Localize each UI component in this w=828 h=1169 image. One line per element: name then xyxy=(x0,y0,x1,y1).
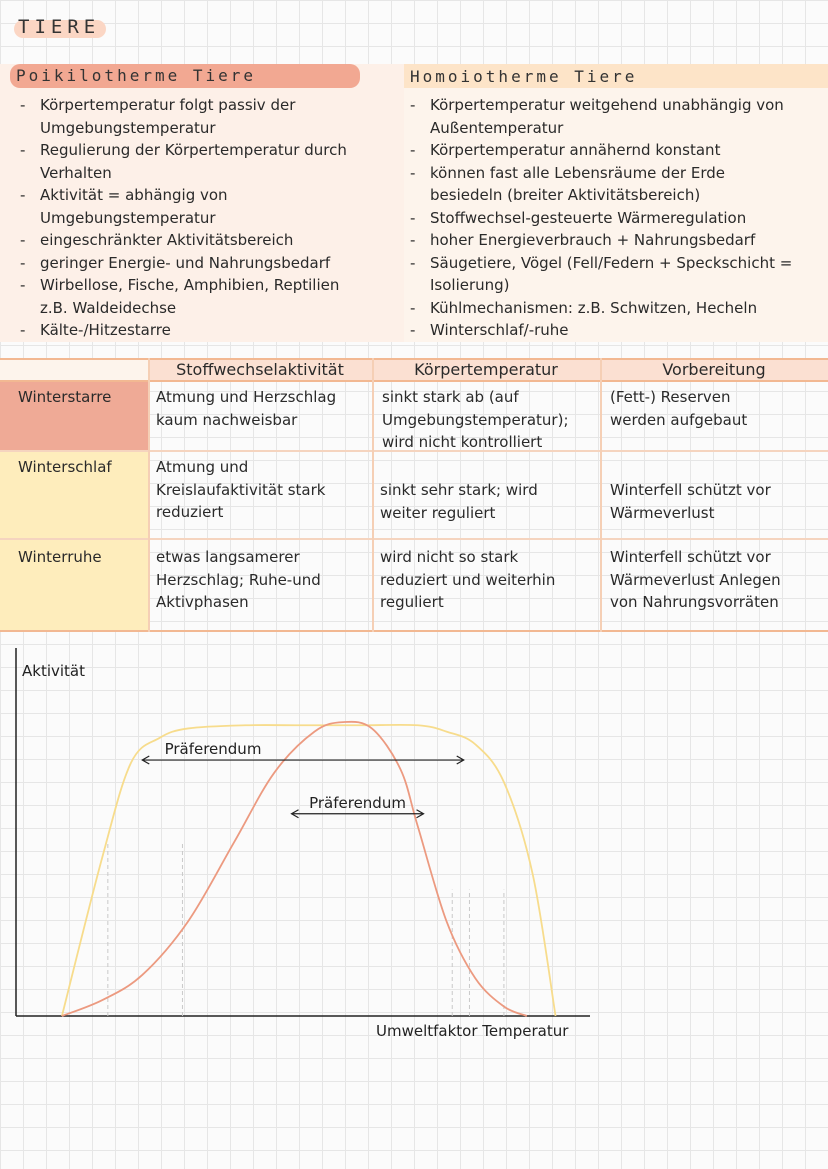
table-cell: (Fett-) Reserven werden aufgebaut xyxy=(610,388,748,429)
table-cell: sinkt stark ab (auf Umgebungstemperatur); wird nicht kontrolliert xyxy=(382,388,569,451)
series-line-poikilotherm xyxy=(62,722,527,1016)
page-title xyxy=(14,16,104,40)
x-axis-label: Umweltfaktor Temperatur xyxy=(376,1022,569,1040)
header-stoffwechsel: Stoffwechselaktivität xyxy=(176,360,344,379)
table-cell: Atmung und Herzschlag kaum nachweisbar xyxy=(156,388,337,429)
list-item: - eingeschränkter Aktivitätsbereich xyxy=(18,229,404,252)
series-line-homoiotherm xyxy=(62,725,556,1016)
table-cell: wird nicht so stark reduziert und weiterhin reguliert xyxy=(380,548,556,611)
list-item: - geringer Energie- und Nahrungsbedarf xyxy=(18,252,404,275)
preferendum-label: Präferendum xyxy=(164,740,262,759)
list-item: - Regulierung der Körpertemperatur durch Verhalten xyxy=(18,139,350,184)
y-axis-label: Aktivität xyxy=(22,662,85,680)
header-temperatur: Körpertemperatur xyxy=(414,360,558,379)
homoiotherm-panel xyxy=(404,64,828,342)
table-cell: sinkt sehr stark; wird weiter reguliert xyxy=(380,481,538,522)
list-item: - Aktivität = abhängig von Umgebungstemperatur xyxy=(18,184,270,229)
homoiotherm-list xyxy=(404,94,828,342)
header-vorbereitung: Vorbereitung xyxy=(662,360,766,379)
list-item: - Kühlmechanismen: z.B. Schwitzen, Hecheln xyxy=(408,297,828,320)
list-item: - Körpertemperatur weitgehend unabhängig von Außentemperatur xyxy=(408,94,800,139)
table-cell: etwas langsamerer Herzschlag; Ruhe-und Aktivphasen xyxy=(156,548,321,611)
homoiotherm-heading: Homoiotherme Tiere xyxy=(410,67,638,86)
row-label-winterschlaf: Winterschlaf xyxy=(18,458,112,476)
list-item: - hoher Energieverbrauch + Nahrungsbedarf xyxy=(408,229,828,252)
poikilotherm-heading: Poikilotherme Tiere xyxy=(16,66,257,85)
list-item: - Wirbellose, Fische, Amphibien, Reptilien z.B. Waldeidechse xyxy=(18,274,360,319)
hibernation-table xyxy=(0,358,828,632)
list-item: - Kälte-/Hitzestarre xyxy=(18,319,404,342)
page-title-text: TIERE xyxy=(18,16,101,38)
chart-svg xyxy=(0,640,828,1060)
row-label-winterruhe: Winterruhe xyxy=(18,548,102,566)
table-cell: Winterfell schützt vor Wärmeverlust Anlegen von Nahrungsvorräten xyxy=(610,548,781,611)
list-item: - Säugetiere, Vögel (Fell/Federn + Speckschicht = Isolierung) xyxy=(408,252,825,297)
poikilotherm-panel xyxy=(0,64,404,342)
list-item: - Körpertemperatur annähernd konstant xyxy=(408,139,828,162)
list-item: - können fast alle Lebensräume der Erde besiedeln (breiter Aktivitätsbereich) xyxy=(408,162,800,207)
activity-chart xyxy=(0,640,828,1060)
row-label-winterstarre: Winterstarre xyxy=(18,388,112,406)
list-item: - Stoffwechsel-gesteuerte Wärmeregulation xyxy=(408,207,828,230)
preferendum-label: Präferendum xyxy=(309,793,406,812)
poikilotherm-list xyxy=(0,94,404,342)
table-cell: Winterfell schützt vor Wärmeverlust xyxy=(610,481,771,522)
list-item: - Winterschlaf/-ruhe xyxy=(408,319,828,342)
table-cell: Atmung und Kreislaufaktivität stark reduziert xyxy=(156,458,326,521)
list-item: - Körpertemperatur folgt passiv der Umgebungstemperatur xyxy=(18,94,360,139)
